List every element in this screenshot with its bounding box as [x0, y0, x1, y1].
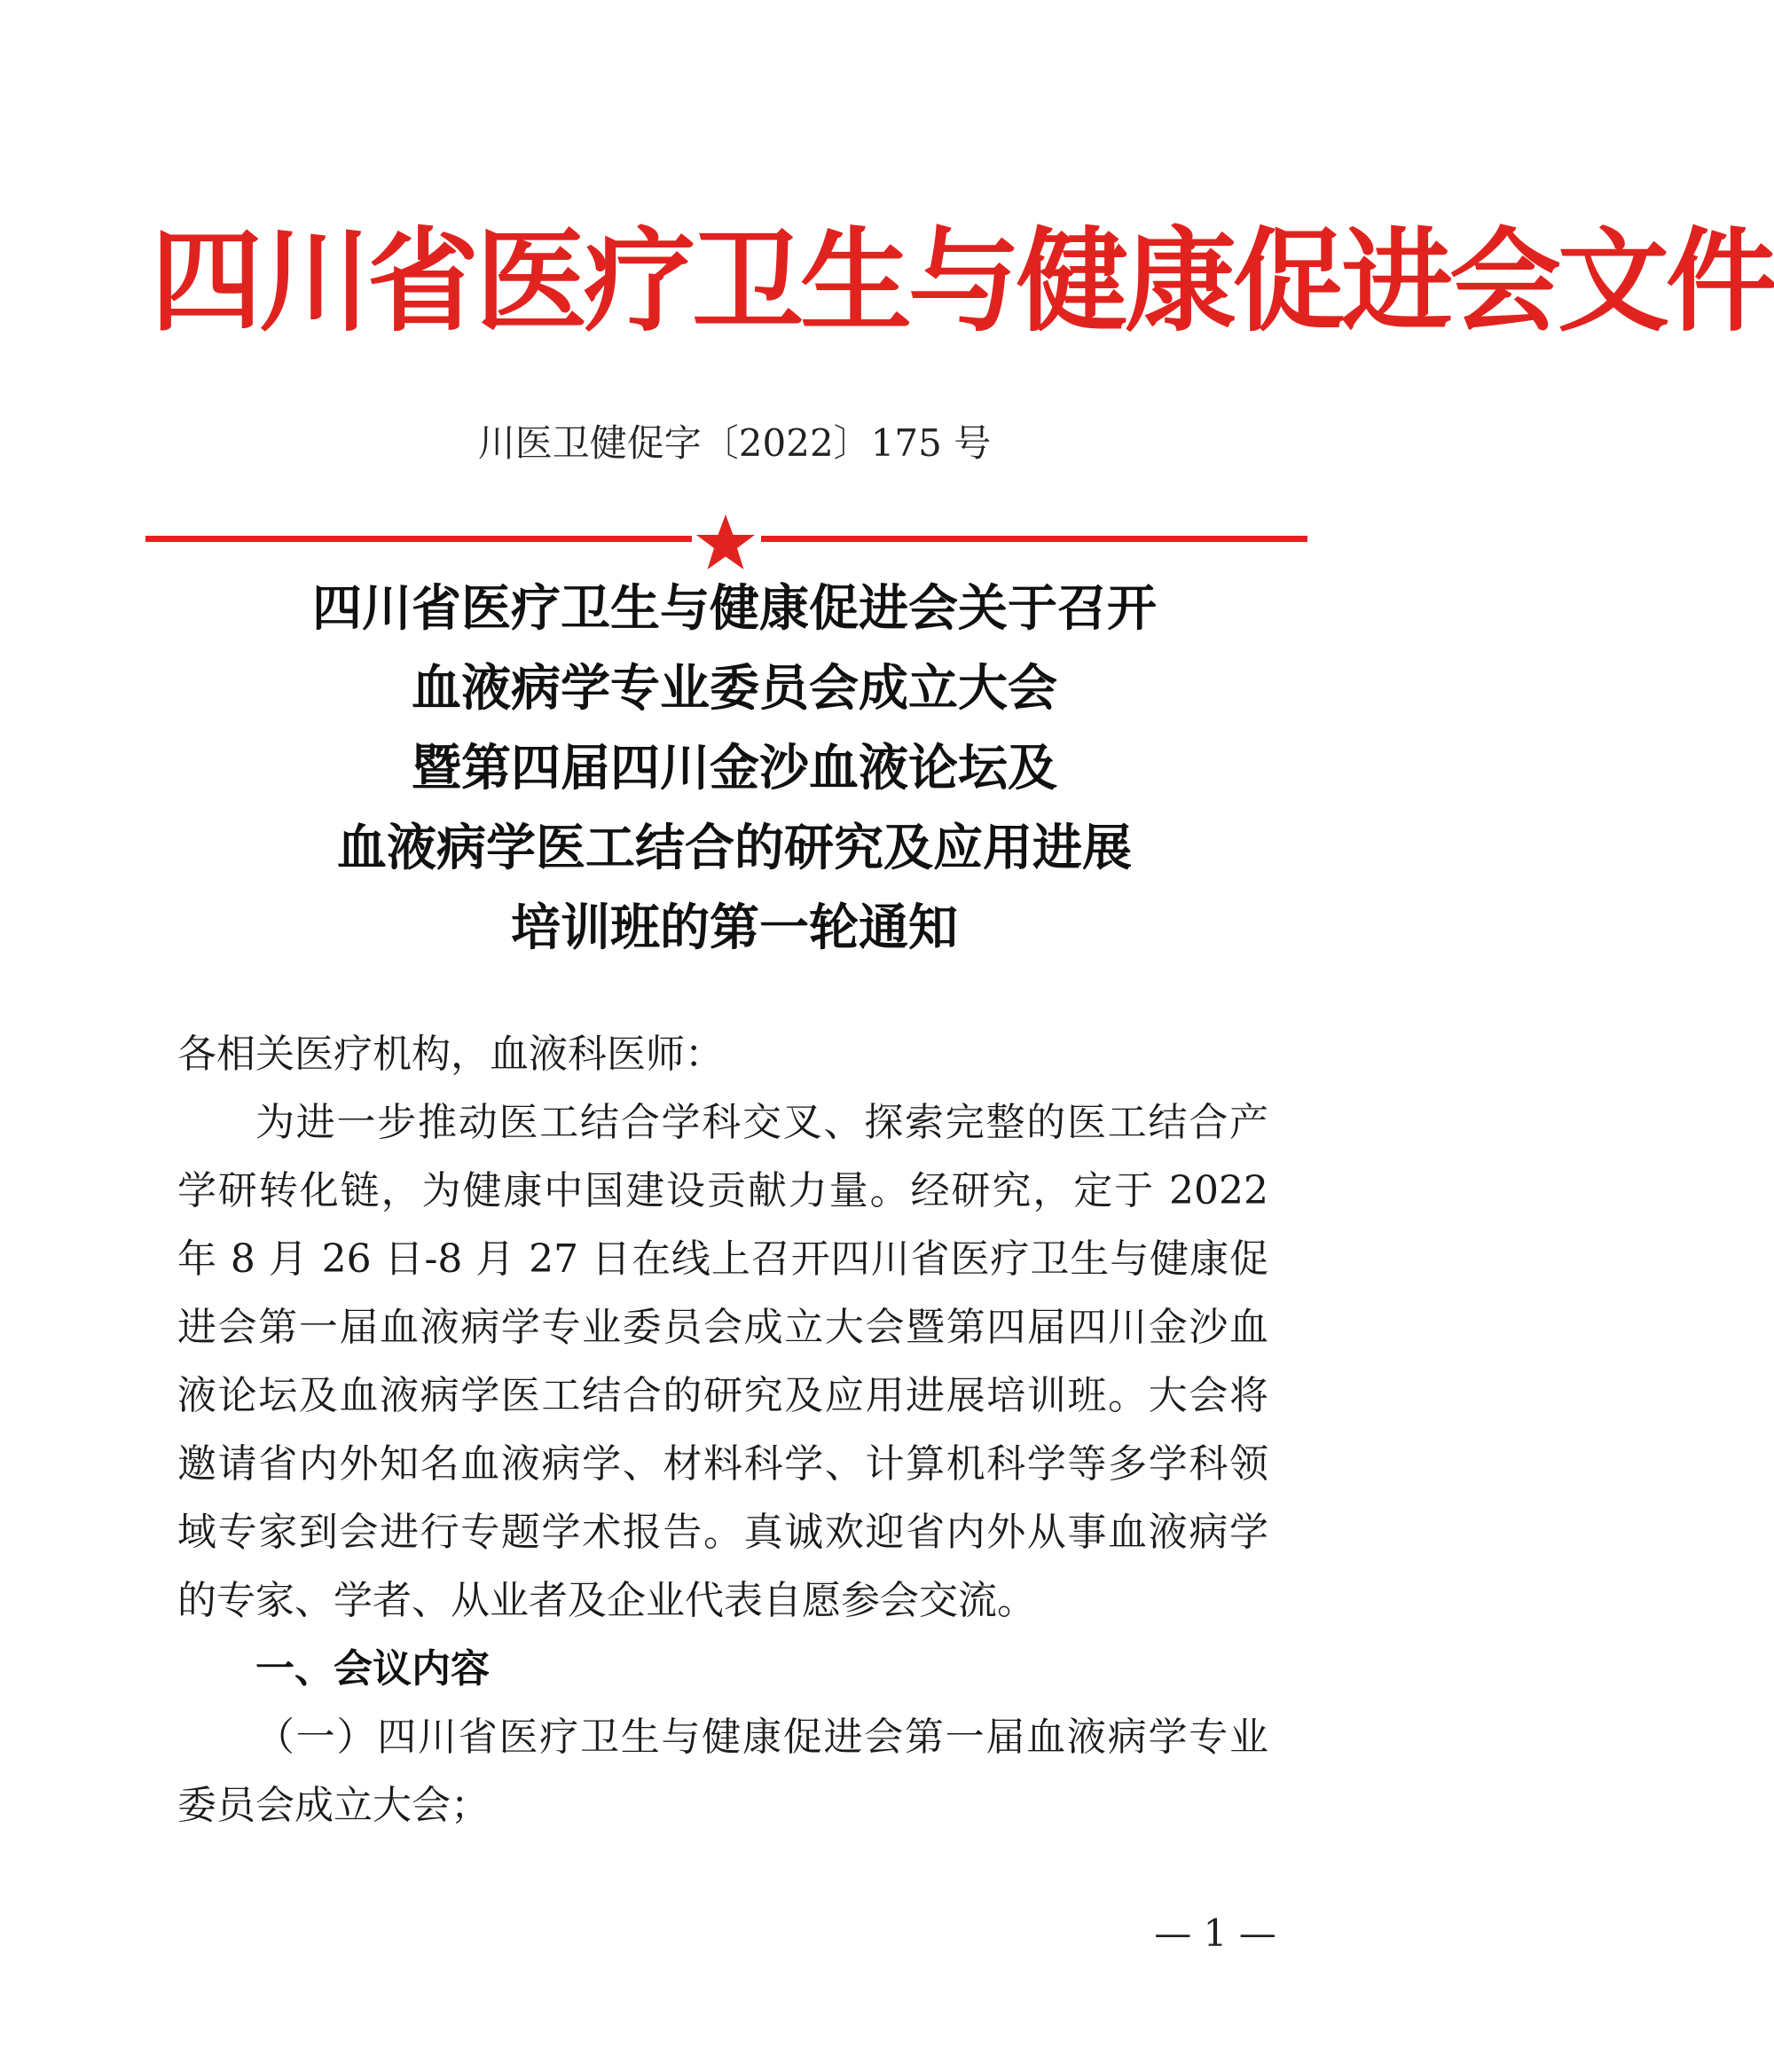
section-heading: 一、会议内容: [255, 1646, 490, 1691]
title-line: 血液病学专业委员会成立大会: [412, 660, 1057, 718]
subsection-item: （一）四川省医疗卫生与健康促进会第一届血液病学专业委员会成立大会；: [177, 1715, 1268, 1828]
document-number: 川医卫健促字〔2022〕175 号: [477, 421, 992, 465]
page-number: — 1 —: [1154, 1911, 1276, 1955]
title-line: 四川省医疗卫生与健康促进会关于召开: [312, 580, 1157, 638]
red-star-icon: [695, 513, 757, 571]
title-line: 血液病学医工结合的研究及应用进展: [337, 820, 1132, 877]
title-line: 培训班的第一轮通知: [511, 899, 958, 957]
issuer-heading: 四川省医疗卫生与健康促进会文件: [151, 216, 1774, 347]
red-rule-right: [761, 536, 1307, 542]
body-paragraph: 为进一步推动医工结合学科交叉、探索完整的医工结合产学研转化链，为健康中国建设贡献力量。经研究，定于 2022 年 8 月 26 日-8 月 27 日在线上召开四川省医疗卫生与健康促进会第一届血液病学专业委员会成立大会暨第四届四川金沙血液论坛及血液病学医工结合的研究及应用进展培训班。大会将邀请省内外知名血液病学、材料科学、计算机科学等多学科领域专家到会进行专题学术报告。真诚欢迎省内外从事血液病学的专家、学者、从业者及企业代表自愿参会交流。: [177, 1100, 1268, 1623]
notice-title: [0, 569, 1469, 969]
title-line: 暨第四届四川金沙血液论坛及: [412, 740, 1057, 797]
salutation: 各相关医疗机构，血液科医师：: [177, 1032, 724, 1077]
red-rule-left: [145, 536, 692, 542]
